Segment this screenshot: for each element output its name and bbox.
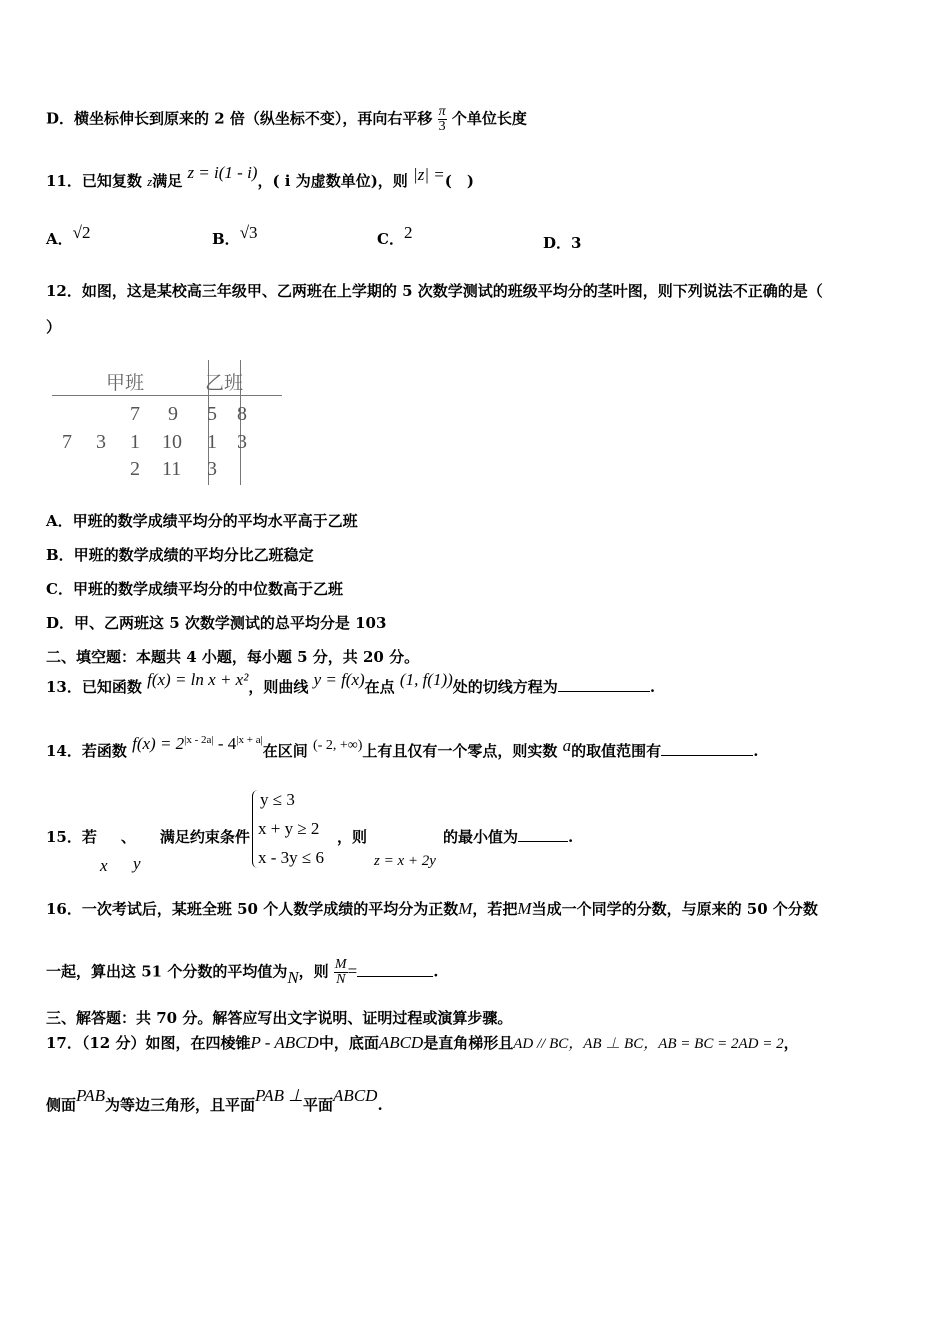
question-16-line-2: 一起，算出这 51 个分数的平均值为N，则 $\frac{M}{N}$ = . [46, 957, 439, 987]
question-17-line-2: 侧面PAB为等边三角形，且平面PAB ⊥平面ABCD. [46, 1086, 383, 1114]
q15-then: ，则 [337, 828, 368, 846]
stem: 10 [162, 431, 182, 453]
leaf-left: 2 [130, 458, 140, 480]
section-2-heading: 二、填空题：本题共 4 小题，每小题 5 分，共 20 分。 [46, 648, 420, 666]
abs-z: |z| = [413, 165, 445, 184]
plane-abcd: ABCD [333, 1086, 378, 1105]
stem: 9 [168, 403, 178, 425]
stem-leaf-plot [50, 360, 285, 490]
q12-option-a: A．甲班的数学成绩平均分的平均水平高于乙班 [46, 512, 358, 530]
answer-blank[interactable] [661, 741, 753, 756]
question-12-close: ） [46, 318, 62, 336]
question-12: 12．如图，这是某校高三年级甲、乙两班在上学期的 5 次数学测试的班级平均分的茎叶图，则下列说法不正确的是（ [46, 282, 823, 300]
q11-text-3: ，( i 为虚数单位)，则 [257, 172, 408, 190]
leaf-right: 8 [237, 403, 247, 425]
q10-d-text: 横坐标伸长到原来的 2 倍（纵坐标不变），再向右平移 [74, 109, 433, 128]
q11-text-2: 满足 [152, 172, 183, 190]
q11-option-d: D．3 [543, 234, 582, 252]
q11-option-a: A．√2 [46, 223, 91, 248]
header-rule [52, 395, 282, 396]
base-name: ABCD [378, 1033, 424, 1052]
question-14: 14．若函数 $f(x) = 2^{|x - 2a|} - 4^{|x + a|}$在区间 (- 2, +∞)上有且仅有一个零点，则实数 a的取值范围有 . [46, 734, 759, 760]
answer-blank[interactable] [518, 827, 568, 842]
q11-text: 已知复数 [81, 172, 142, 190]
q11-equation: z = i(1 - i) [187, 163, 258, 182]
answer-blank[interactable] [558, 677, 650, 692]
a-symbol: a [562, 736, 572, 755]
m-over-n: $\frac{M}{N}$ [334, 957, 347, 987]
plane-pab: PAB ⊥ [255, 1086, 304, 1105]
pyramid-name: P - ABCD [250, 1033, 319, 1052]
section-3-heading: 三、解答题：共 70 分。解答应写出文字说明、证明过程或演算步骤。 [46, 1009, 513, 1027]
leaf-right: 3 [237, 431, 247, 453]
n-symbol: N [287, 967, 299, 987]
leaf-left: 7 [130, 403, 140, 425]
leaf-right: 5 [207, 403, 217, 425]
leaf-right: 1 [207, 431, 217, 453]
q11-option-c: C．2 [377, 223, 413, 248]
q10-d-text-after: 个单位长度 [451, 109, 527, 128]
q10-option-d [46, 105, 527, 134]
y-symbol: y [133, 854, 141, 873]
q13-point: (1, f(1)) [399, 670, 453, 689]
face-pab: PAB [76, 1086, 105, 1105]
q14-function: $f(x) = 2^{|x - 2a|} - 4^{|x + a|}$ [132, 734, 263, 753]
question-16-line-1: 16．一次考试后，某班全班 50 个人数学成绩的平均分为正数M，若把M当成一个同学的分数，与原来的 50 个分数 [46, 899, 818, 918]
q12-option-b: B．甲班的数学成绩的平均分比乙班稳定 [46, 546, 314, 564]
question-17-line-1: 17．（12 分）如图，在四棱锥P - ABCD中，底面ABCD是直角梯形且AD // BC，AB ⊥ BC，AB = BC = 2AD = 2， [46, 1033, 799, 1052]
pi-over-3: $\frac{\pi}{3}$ [438, 104, 446, 134]
question-11 [46, 163, 474, 191]
base-conditions: AD // BC，AB ⊥ BC，AB = BC = 2AD = 2 [513, 1036, 784, 1052]
m-symbol: M [458, 899, 473, 918]
q12-option-d: D．甲、乙两班这 5 次数学测试的总平均分是 103 [46, 614, 387, 632]
question-13: 13．已知函数 f(x) = ln x + x²，则曲线 y = f(x)在点 (1, f(1))处的切线方程为 . [46, 670, 656, 696]
z-symbol: z [147, 174, 153, 189]
q10-d-label: D． [46, 109, 75, 128]
leaf-left: 7 [62, 431, 72, 453]
right-header: 乙班 [205, 372, 244, 394]
question-15: 15．若 、 满足约束条件 [46, 828, 250, 846]
leaf-right: 3 [207, 458, 217, 480]
q11-paren: ( ) [444, 172, 474, 190]
q13-function: f(x) = ln x + x² [147, 670, 249, 689]
answer-blank[interactable] [357, 962, 433, 977]
q12-option-c: C．甲班的数学成绩平均分的中位数高于乙班 [46, 580, 343, 598]
q14-interval: (- 2, +∞) [313, 738, 363, 753]
q15-objective: z = x + 2y [374, 853, 436, 869]
stem: 11 [162, 458, 182, 480]
m-symbol: M [517, 899, 532, 918]
q15-tail: 的最小值为 . [443, 828, 574, 846]
leaf-left: 1 [130, 431, 140, 453]
q11-option-b: B．√3 [212, 223, 258, 248]
left-header: 甲班 [106, 372, 145, 394]
q13-curve: y = f(x) [313, 670, 365, 689]
constraint-2: x + y ≥ 2 [258, 819, 320, 838]
x-symbol: x [100, 856, 108, 875]
leaf-left: 3 [96, 431, 106, 453]
q11-number: 11． [46, 172, 82, 190]
constraint-1: y ≤ 3 [260, 790, 295, 809]
constraint-3: x - 3y ≤ 6 [258, 848, 324, 867]
